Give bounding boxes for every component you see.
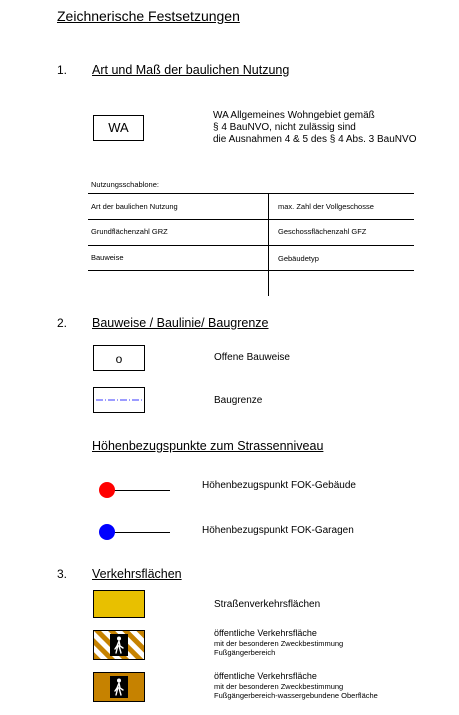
- wa-line-2: § 4 BauNVO, nicht zulässig sind: [213, 122, 356, 133]
- offene-bauweise-symbol: [93, 345, 145, 371]
- fussgaengerbereich-description: [214, 628, 343, 657]
- hoehen-heading: Höhenbezugspunkte zum Strassenniveau: [92, 439, 324, 453]
- schablone-caption: Nutzungsschablone:: [91, 180, 159, 189]
- section-3-heading: Verkehrsflächen: [92, 567, 182, 581]
- section-3-number: 3.: [57, 567, 68, 581]
- blue-dot-icon: [99, 524, 115, 540]
- baugrenze-label: Baugrenze: [214, 395, 263, 406]
- fussgaengerbereich-wassergebunden-description: [214, 671, 378, 700]
- section-2-number: 2.: [57, 316, 68, 330]
- table-divider: [268, 193, 269, 296]
- fussgaengerbereich-swatch: [93, 630, 145, 660]
- section-1-heading: Art und Maß der baulichen Nutzung: [92, 63, 290, 77]
- section-2-heading: Bauweise / Baulinie/ Baugrenze: [92, 316, 269, 330]
- table-line-3: [88, 270, 414, 271]
- fuss2-sub2: Fußgängerbereich-wassergebundene Oberfläche: [214, 691, 378, 700]
- baugrenze-symbol: [93, 387, 145, 413]
- wa-symbol-box: [93, 115, 144, 141]
- fussgaengerbereich-wassergebunden-swatch: [93, 672, 145, 702]
- strassenverkehrsflaeche-label: Straßenverkehrsflächen: [214, 599, 321, 610]
- section-1-number: 1.: [57, 63, 68, 77]
- strassenverkehrsflaeche-swatch: [93, 590, 145, 618]
- fuss1-sub1: mit der besonderen Zweckbestimmung: [214, 639, 344, 648]
- hatch-pattern-icon: [94, 631, 144, 659]
- fok-gebaeude-label: Höhenbezugspunkt FOK-Gebäude: [202, 480, 356, 491]
- fuss1-title: öffentliche Verkehrsfläche: [214, 628, 317, 638]
- fuss1-sub2: Fußgängerbereich: [214, 648, 276, 657]
- wa-line-3: die Ausnahmen 4 & 5 des § 4 Abs. 3 BauNVO: [213, 134, 417, 145]
- red-dot-icon: [99, 482, 115, 498]
- table-cell: Bauweise: [91, 253, 124, 262]
- table-line-top: [88, 193, 414, 194]
- bauweise-symbol-letter: o: [115, 352, 123, 366]
- fuss2-sub1: mit der besonderen Zweckbestimmung: [214, 682, 344, 691]
- fok-garagen-label: Höhenbezugspunkt FOK-Garagen: [202, 525, 354, 536]
- pedestrian-icon: [94, 673, 144, 701]
- fok-garagen-line: [106, 532, 170, 533]
- table-cell: Art der baulichen Nutzung: [91, 202, 178, 211]
- table-cell: Grundflächenzahl GRZ: [91, 227, 168, 236]
- offene-bauweise-label: Offene Bauweise: [214, 352, 290, 363]
- wa-line-1: WA Allgemeines Wohngebiet gemäß: [213, 110, 375, 121]
- table-cell: max. Zahl der Vollgeschosse: [278, 202, 374, 211]
- fok-gebaeude-line: [106, 490, 170, 491]
- wa-symbol: WA: [108, 120, 129, 135]
- table-line-1: [88, 219, 414, 220]
- baugrenze-line-icon: [94, 388, 144, 412]
- table-line-2: [88, 245, 414, 246]
- table-cell: Gebäudetyp: [278, 254, 319, 263]
- page-title: Zeichnerische Festsetzungen: [57, 8, 240, 24]
- wa-description: [213, 110, 416, 146]
- fuss2-title: öffentliche Verkehrsfläche: [214, 671, 317, 681]
- table-cell: Geschossflächenzahl GFZ: [278, 227, 367, 236]
